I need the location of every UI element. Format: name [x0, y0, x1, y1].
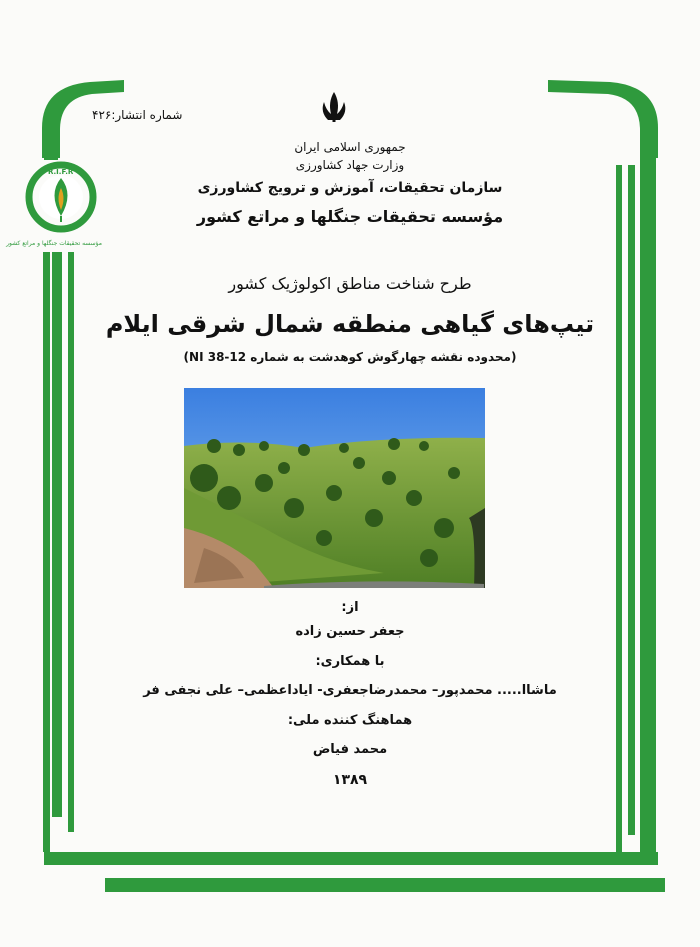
republic-line: جمهوری اسلامی ایران: [294, 140, 406, 154]
coordinator-name: محمد فیاض: [312, 742, 388, 757]
by-label: از:: [341, 600, 359, 615]
author-name: جعفر حسین زاده: [295, 624, 405, 639]
frame-right-inner-bar: [628, 165, 635, 835]
logo-acronym: R.I.F.R: [48, 168, 74, 176]
institute-line: مؤسسه تحقیقات جنگلها و مراتع کشور: [196, 207, 504, 226]
organization-line: سازمان تحقیقات، آموزش و ترویج کشاورزی: [197, 180, 503, 196]
subtitle: (محدوده نقشه چهارگوش کوهدشت به شماره NI 38-12): [183, 350, 517, 364]
frame-bottom-shadow-bar: [105, 878, 665, 892]
project-title: طرح شناخت مناطق اکولوژیک کشور: [228, 274, 472, 293]
ministry-line: وزارت جهاد کشاورزی: [295, 158, 405, 172]
publication-year: ۱۳۸۹: [332, 772, 368, 788]
logo-caption: مؤسسه تحقیقات جنگلها و مراتع کشور: [6, 240, 102, 247]
landscape-photo: [184, 388, 485, 588]
iran-emblem-icon: [314, 88, 354, 128]
frame-right-inner-bar-2: [616, 165, 622, 865]
main-title: تیپ‌های گیاهی منطقه شمال شرقی ایلام: [105, 310, 595, 338]
collab-label: با همکاری:: [315, 654, 385, 669]
coordinator-label: هماهنگ کننده ملی:: [287, 713, 413, 728]
collaborators: ماشاا..... محمدپور– محمدرضاجعفری- ایاداعظمی– علی نجفی فر: [143, 683, 557, 698]
frame-left-outer-bar: [43, 252, 50, 852]
frame-bottom-bar: [44, 852, 658, 865]
publication-number: شماره انتشار:۴۲۶: [92, 108, 183, 122]
